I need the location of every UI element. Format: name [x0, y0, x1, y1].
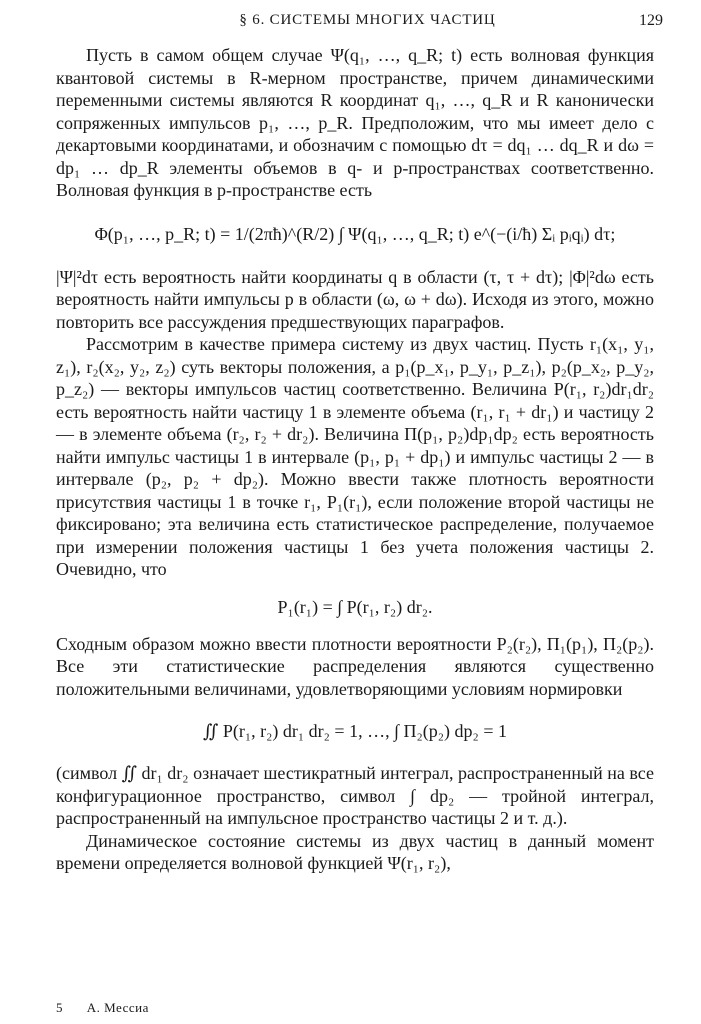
formula-marginal-density: P₁(r₁) = ∫ P(r₁, r₂) dr₂.: [277, 596, 433, 617]
running-header: [72, 12, 663, 34]
formula-fourier-transform: Φ(p₁, …, p_R; t) = 1/(2πħ)^(R/2) ∫ Ψ(q₁, …, q_R; t) e^(−(i/ħ) Σᵢ pᵢqᵢ) dτ;: [94, 223, 616, 244]
signature-mark: 5: [56, 1000, 63, 1015]
paragraph-5: (символ ∬ dr₁ dr₂ означает шестикратный интеграл, распространенный на все конфигурационное пространство, символ ∫ dp₂ — тройной интеграл, распространенный на импульсное пространство частицы 2 и т. д.).: [56, 763, 654, 828]
page-footer: [56, 1000, 149, 1016]
paragraph-1: Пусть в самом общем случае Ψ(q₁, …, q_R; t) есть волновая функция квантовой системы в R-мерном пространстве, причем динамическими переменными системы являются R координат q₁, …, q_R и R канонически сопряженных импульсов p₁, …, p_R. Предположим, что мы имеет дело с декартовыми координатами, и обозначим с помощью dτ = dq₁ … dq_R и dω = dp₁ … dp_R элементы объемов в q- и p-пространствах соответственно. Волновая функция в p-пространстве есть: [56, 45, 654, 200]
body-text: [56, 44, 654, 875]
paragraph-6: Динамическое состояние системы из двух частиц в данный момент времени определяется волновой функцией Ψ(r₁, r₂),: [56, 830, 654, 873]
paragraph-2: |Ψ|²dτ есть вероятность найти координаты q в области (τ, τ + dτ); |Φ|²dω есть вероятность найти импульсы p в области (ω, ω + dω). Исходя из этого, можно повторить все рассуждения предшествующих параграфов.: [56, 266, 654, 332]
section-title: § 6. СИСТЕМЫ МНОГИХ ЧАСТИЦ: [239, 12, 496, 28]
author-name: А. Мессиа: [86, 1000, 149, 1015]
paragraph-3: Рассмотрим в качестве примера систему из двух частиц. Пусть r₁(x₁, y₁, z₁), r₂(x₂, y₂, z₂) суть векторы положения, а p₁(p_x₁, p_y₁, p_z₁), p₂(p_x₂, p_y₂, p_z₂) — векторы импульсов частиц соответственно. Величина P(r₁, r₂)dr₁dr₂ есть вероятность найти частицу 1 в элементе объема (r₁, r₁ + dr₁) и частицу 2 — в элементе объема (r₂, r₂ + dr₂). Величина Π(p₁, p₂)dp₁dp₂ есть вероятность найти импульс частицы 1 в интервале (p₁, p₁ + dp₁) и импульс частицы 2 — в интервале (p₂, p₂ + dp₂). Можно ввести также плотность вероятности присутствия частицы 1 в точке r₁, P₁(r₁), если положение второй частицы не фиксировано; эта величина есть статистическое распределение, получаемое при измерении положения частицы 1 без учета положения частицы 2. Очевидно, что: [56, 334, 654, 579]
formula-normalization: ∬ P(r₁, r₂) dr₁ dr₂ = 1, …, ∫ Π₂(p₂) dp₂ = 1: [203, 721, 507, 741]
page-number: 129: [639, 12, 663, 29]
paragraph-4: Сходным образом можно ввести плотности вероятности P₂(r₂), Π₁(p₁), Π₂(p₂). Все эти статистические распределения являются существенно положительными величинами, удовлетворяющими условиям нормировки: [56, 633, 654, 699]
